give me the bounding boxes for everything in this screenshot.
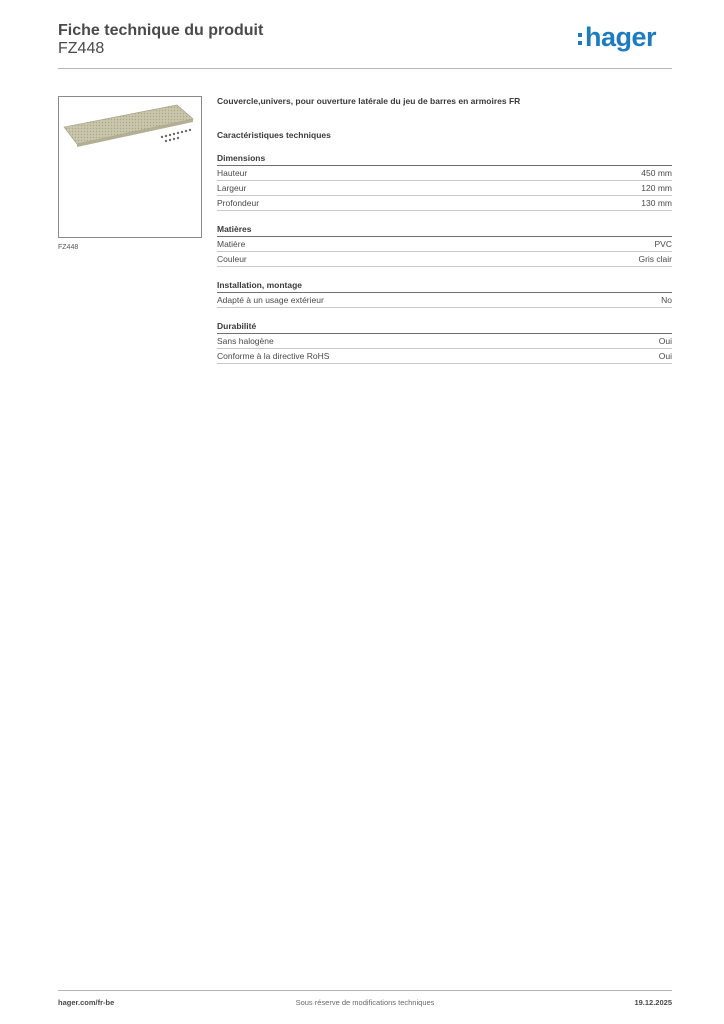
spec-value: 450 mm [641,168,672,178]
spec-label: Largeur [217,183,247,193]
spec-value: PVC [654,239,672,249]
product-description: Couvercle,univers, pour ouverture latérale du jeu de barres en armoires FR [217,96,521,106]
footer-date: 19.12.2025 [634,998,672,1007]
spec-label: Hauteur [217,168,248,178]
spec-section-title: Matières [217,224,672,237]
spec-row [217,166,672,181]
footer-notice: Sous réserve de modifications techniques [295,998,435,1007]
footer-website: hager.com/fr-be [58,998,115,1007]
hager-logo [578,20,656,54]
spec-label: Matière [217,239,246,249]
spec-label: Couleur [217,254,247,264]
spec-row [217,196,672,211]
header-divider [58,68,672,69]
logo-text: hager [584,21,656,52]
document-title: Fiche technique du produit [58,22,264,39]
spec-label: Profondeur [217,198,260,208]
logo-dots-icon [578,33,582,45]
spec-value: Gris clair [638,254,672,264]
tech-specs-heading: Caractéristiques techniques [217,130,331,140]
spec-section [217,153,672,211]
spec-label: Sans halogène [217,336,274,346]
spec-label: Adapté à un usage extérieur [217,295,324,305]
spec-row [217,252,672,267]
product-reference: FZ448 [58,40,105,57]
spec-section-title: Dimensions [217,153,672,166]
spec-section-title: Installation, montage [217,280,672,293]
spec-row [217,334,672,349]
image-caption: FZ448 [58,244,79,251]
spec-section-title: Durabilité [217,321,672,334]
spec-label: Conforme à la directive RoHS [217,351,330,361]
spec-value: No [661,295,672,305]
spec-value: 120 mm [641,183,672,193]
page-footer [58,998,672,1010]
spec-row [217,237,672,252]
product-image [58,96,202,238]
spec-row [217,349,672,364]
page-header [58,20,672,70]
spec-value: Oui [658,336,672,346]
spec-value: 130 mm [641,198,672,208]
spec-row [217,293,672,308]
spec-sections [217,153,672,364]
spec-section [217,280,672,308]
spec-section [217,321,672,364]
spec-row [217,181,672,196]
spec-value: Oui [658,351,672,361]
spec-section [217,224,672,267]
product-details [217,96,672,364]
product-cover-illustration [59,97,201,237]
footer-divider [58,990,672,991]
